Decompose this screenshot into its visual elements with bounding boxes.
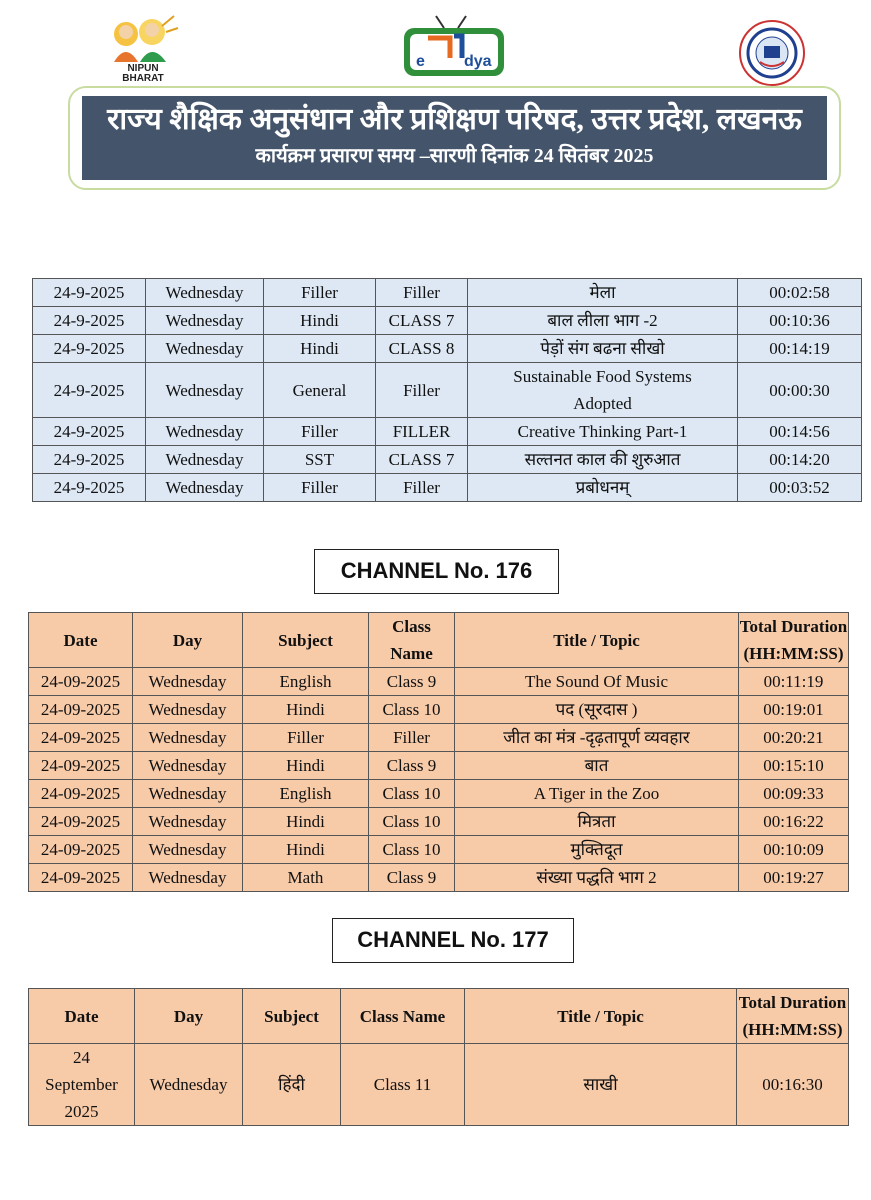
title-cell: पेड़ों संग बढना सीखो — [468, 335, 738, 363]
title-cell: सल्तनत काल की शुरुआत — [468, 446, 738, 474]
channel-176-table — [28, 612, 849, 892]
evidya-logo — [398, 14, 510, 80]
svg-text:e: e — [416, 53, 425, 70]
subject-cell: English — [243, 668, 369, 696]
duration-cell: 00:19:27 — [739, 864, 849, 892]
date-cell: 24-9-2025 — [33, 418, 146, 446]
class-cell: Class 9 — [369, 752, 455, 780]
subject-cell: Hindi — [243, 836, 369, 864]
schedule-table-continued — [32, 278, 862, 502]
date-cell: 24-9-2025 — [33, 279, 146, 307]
day-cell: Wednesday — [133, 836, 243, 864]
duration-cell: 00:02:58 — [738, 279, 862, 307]
header-date: Date — [29, 989, 135, 1044]
subject-cell: Hindi — [243, 696, 369, 724]
title-cell: The Sound Of Music — [455, 668, 739, 696]
scert-seal-logo — [728, 18, 816, 88]
title-cell: मित्रता — [455, 808, 739, 836]
duration-cell: 00:14:19 — [738, 335, 862, 363]
header-day: Day — [133, 613, 243, 668]
duration-cell: 00:00:30 — [738, 363, 862, 418]
class-cell: Filler — [376, 474, 468, 502]
subject-cell: Filler — [243, 724, 369, 752]
nipun-bharat-logo — [100, 12, 182, 88]
table-row — [29, 836, 849, 864]
title-cell: A Tiger in the Zoo — [455, 780, 739, 808]
table-row — [29, 808, 849, 836]
subject-cell: Hindi — [243, 752, 369, 780]
date-cell: 24-9-2025 — [33, 474, 146, 502]
header-subject: Subject — [243, 989, 341, 1044]
class-cell: Class 9 — [369, 864, 455, 892]
duration-cell: 00:14:56 — [738, 418, 862, 446]
title-cell: पद (सूरदास ) — [455, 696, 739, 724]
date-cell: 24-09-2025 — [29, 836, 133, 864]
channel-177-label: CHANNEL No. 177 — [332, 918, 574, 963]
table-row — [29, 696, 849, 724]
day-cell: Wednesday — [146, 446, 264, 474]
duration-cell: 00:16:30 — [737, 1044, 849, 1126]
class-cell: CLASS 8 — [376, 335, 468, 363]
page-title: राज्य शैक्षिक अनुसंधान और प्रशिक्षण परिषद, उत्तर प्रदेश, लखनऊ — [107, 103, 802, 136]
day-cell: Wednesday — [146, 279, 264, 307]
subject-cell: Filler — [264, 279, 376, 307]
duration-cell: 00:14:20 — [738, 446, 862, 474]
subject-cell: Hindi — [264, 335, 376, 363]
duration-cell: 00:19:01 — [739, 696, 849, 724]
nipun-children-icon — [100, 12, 182, 64]
header-class-name: Class Name — [369, 613, 455, 668]
table-row — [33, 279, 862, 307]
date-cell: 24-09-2025 — [29, 780, 133, 808]
duration-cell: 00:20:21 — [739, 724, 849, 752]
subject-cell: General — [264, 363, 376, 418]
table-row — [29, 780, 849, 808]
evidya-tv-icon — [398, 14, 510, 80]
title-cell: बाल लीला भाग -2 — [468, 307, 738, 335]
date-cell: 24 September 2025 — [29, 1044, 135, 1126]
day-cell: Wednesday — [146, 335, 264, 363]
header-class-name: Class Name — [341, 989, 465, 1044]
svg-text:dya: dya — [464, 53, 492, 70]
duration-cell: 00:11:19 — [739, 668, 849, 696]
title-cell: Creative Thinking Part-1 — [468, 418, 738, 446]
table-row — [33, 307, 862, 335]
class-cell: CLASS 7 — [376, 446, 468, 474]
table-row — [33, 335, 862, 363]
table-row — [33, 418, 862, 446]
class-cell: FILLER — [376, 418, 468, 446]
duration-cell: 00:09:33 — [739, 780, 849, 808]
header-total-duration: Total Duration (HH:MM:SS) — [737, 989, 849, 1044]
table-header-row — [29, 989, 849, 1044]
nipun-logo-text: NIPUN BHARAT — [122, 63, 164, 84]
day-cell: Wednesday — [146, 363, 264, 418]
day-cell: Wednesday — [146, 307, 264, 335]
subject-cell: Hindi — [243, 808, 369, 836]
table-row — [29, 752, 849, 780]
title-cell: मेला — [468, 279, 738, 307]
table-row — [29, 724, 849, 752]
subject-cell: English — [243, 780, 369, 808]
title-cell: जीत का मंत्र -दृढ़तापूर्ण व्यवहार — [455, 724, 739, 752]
title-cell: बात — [455, 752, 739, 780]
header-total-duration: Total Duration (HH:MM:SS) — [739, 613, 849, 668]
day-cell: Wednesday — [133, 864, 243, 892]
title-cell: साखी — [465, 1044, 737, 1126]
date-cell: 24-09-2025 — [29, 752, 133, 780]
date-cell: 24-09-2025 — [29, 808, 133, 836]
date-cell: 24-9-2025 — [33, 363, 146, 418]
class-cell: Class 10 — [369, 780, 455, 808]
date-cell: 24-09-2025 — [29, 864, 133, 892]
class-cell: Filler — [369, 724, 455, 752]
date-cell: 24-9-2025 — [33, 446, 146, 474]
channel-176-label: CHANNEL No. 176 — [314, 549, 559, 594]
day-cell: Wednesday — [133, 752, 243, 780]
header-day: Day — [135, 989, 243, 1044]
duration-cell: 00:10:36 — [738, 307, 862, 335]
header-banner — [82, 96, 827, 180]
table-row — [33, 363, 862, 418]
table-row — [29, 1044, 849, 1126]
class-cell: Class 9 — [369, 668, 455, 696]
scert-seal-icon — [728, 18, 816, 88]
table-header-row — [29, 613, 849, 668]
subject-cell: हिंदी — [243, 1044, 341, 1126]
class-cell: Class 10 — [369, 808, 455, 836]
subject-cell: Filler — [264, 474, 376, 502]
day-cell: Wednesday — [146, 418, 264, 446]
subject-cell: Filler — [264, 418, 376, 446]
title-cell: Sustainable Food Systems Adopted — [468, 363, 738, 418]
title-cell: संख्या पद्धति भाग 2 — [455, 864, 739, 892]
day-cell: Wednesday — [133, 668, 243, 696]
date-cell: 24-09-2025 — [29, 724, 133, 752]
class-cell: Class 10 — [369, 696, 455, 724]
header-title-topic: Title / Topic — [465, 989, 737, 1044]
day-cell: Wednesday — [133, 724, 243, 752]
header-subject: Subject — [243, 613, 369, 668]
day-cell: Wednesday — [133, 808, 243, 836]
date-cell: 24-9-2025 — [33, 335, 146, 363]
date-cell: 24-09-2025 — [29, 668, 133, 696]
title-cell: मुक्तिदूत — [455, 836, 739, 864]
class-cell: Filler — [376, 279, 468, 307]
day-cell: Wednesday — [133, 780, 243, 808]
page-subtitle: कार्यक्रम प्रसारण समय –सारणी दिनांक 24 सितंबर 2025 — [255, 145, 654, 167]
table-row — [33, 446, 862, 474]
subject-cell: SST — [264, 446, 376, 474]
duration-cell: 00:16:22 — [739, 808, 849, 836]
class-cell: CLASS 7 — [376, 307, 468, 335]
date-cell: 24-9-2025 — [33, 307, 146, 335]
table-row — [29, 668, 849, 696]
title-cell: प्रबोधनम् — [468, 474, 738, 502]
table-row — [29, 864, 849, 892]
class-cell: Filler — [376, 363, 468, 418]
table-row — [33, 474, 862, 502]
subject-cell: Hindi — [264, 307, 376, 335]
date-cell: 24-09-2025 — [29, 696, 133, 724]
day-cell: Wednesday — [135, 1044, 243, 1126]
subject-cell: Math — [243, 864, 369, 892]
duration-cell: 00:15:10 — [739, 752, 849, 780]
header-date: Date — [29, 613, 133, 668]
class-cell: Class 11 — [341, 1044, 465, 1126]
header-title-topic: Title / Topic — [455, 613, 739, 668]
day-cell: Wednesday — [146, 474, 264, 502]
class-cell: Class 10 — [369, 836, 455, 864]
duration-cell: 00:03:52 — [738, 474, 862, 502]
day-cell: Wednesday — [133, 696, 243, 724]
duration-cell: 00:10:09 — [739, 836, 849, 864]
channel-177-table — [28, 988, 849, 1126]
